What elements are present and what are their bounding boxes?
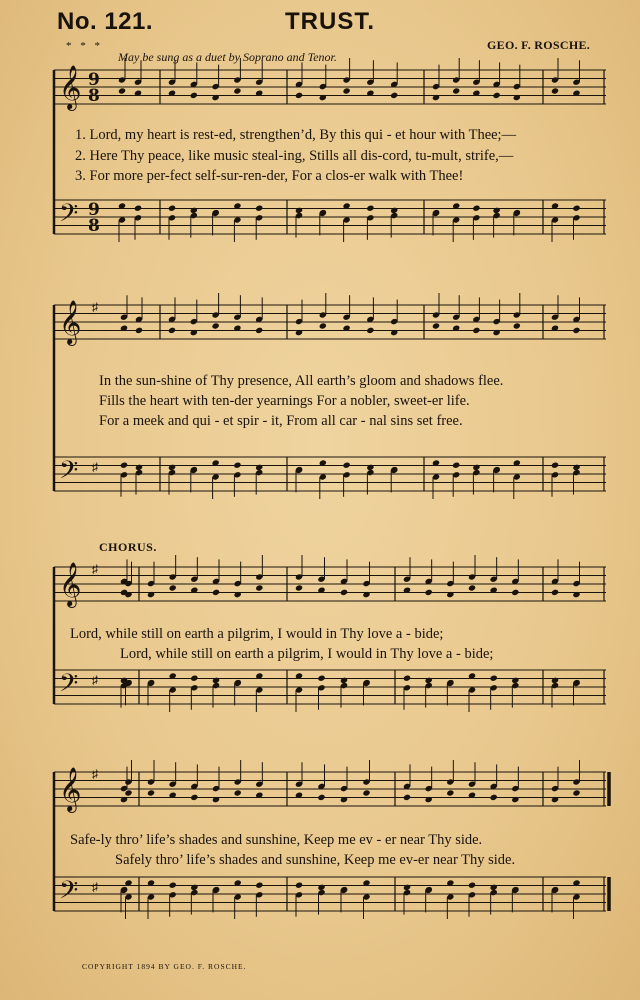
note-head <box>212 322 220 329</box>
note-head <box>551 87 559 94</box>
note-heads <box>118 58 581 919</box>
note-head <box>551 462 559 469</box>
note-head <box>317 675 325 682</box>
note-head <box>472 327 480 334</box>
lyric-verse-2-line-2: Fills the heart with ten-der yearnings For a nobler, sweet-er life. <box>99 393 470 409</box>
note-head <box>572 464 580 471</box>
note-head <box>190 884 198 891</box>
note-head <box>425 589 433 596</box>
lyric-verse-3-line-2: For a meek and qui - et spir - it, From all car - nal sins set free. <box>99 413 463 429</box>
key-sharp-icon: ♯ <box>92 767 98 781</box>
time-signature: 9 <box>88 200 100 220</box>
note-head <box>472 464 480 471</box>
note-head <box>493 207 501 214</box>
chorus-lyric-line-2: Safe-ly thro’ life’s shades and sunshine, Keep me ev - er near Thy side. <box>70 832 483 848</box>
note-head <box>511 677 519 684</box>
note-head <box>255 882 263 889</box>
note-head <box>366 205 374 212</box>
note-head <box>490 675 498 682</box>
bass-clef-icon: 𝄢 <box>59 456 79 491</box>
composer-credit: GEO. F. ROSCHE. <box>487 38 591 52</box>
note-head <box>212 589 220 596</box>
note-head <box>120 462 128 469</box>
key-sharp-icon: ♯ <box>92 460 98 474</box>
note-head <box>452 462 460 469</box>
note-head <box>255 584 263 591</box>
note-head <box>212 677 220 684</box>
note-head <box>366 464 374 471</box>
time-signature: 9 <box>88 70 100 90</box>
note-head <box>403 884 411 891</box>
note-head <box>135 464 143 471</box>
hymn-number: No. 121. <box>57 8 154 35</box>
note-head <box>295 207 303 214</box>
treble-clef-icon: 𝄞 <box>59 562 82 606</box>
time-signature: 8 <box>88 86 100 106</box>
lyric-verse-3-line-1: 3. For more per-fect self-sur-ren-der, For a clos-er walk with Thee! <box>75 168 464 184</box>
key-sharp-icon: ♯ <box>92 880 98 894</box>
key-sharp-icon: ♯ <box>92 673 98 687</box>
note-head <box>551 589 559 596</box>
note-head <box>134 205 142 212</box>
note-head <box>317 794 325 801</box>
note-head <box>551 677 559 684</box>
note-head <box>319 322 327 329</box>
note-head <box>168 205 176 212</box>
note-head <box>390 207 398 214</box>
note-head <box>390 92 398 99</box>
note-head <box>255 464 263 471</box>
note-head <box>472 205 480 212</box>
chorus-label: CHORUS. <box>99 540 157 554</box>
treble-clef-icon: 𝄞 <box>59 300 82 344</box>
note-head <box>340 677 348 684</box>
note-head <box>255 327 263 334</box>
time-signature: 8 <box>88 216 100 236</box>
note-head <box>135 327 143 334</box>
treble-clef-icon: 𝄞 <box>59 767 82 811</box>
note-head <box>490 884 498 891</box>
note-head <box>295 92 303 99</box>
key-sharp-icon: ♯ <box>92 562 98 576</box>
note-head <box>343 87 351 94</box>
bass-clef-icon: 𝄢 <box>59 199 79 234</box>
note-head <box>118 87 126 94</box>
note-head <box>513 322 521 329</box>
note-head <box>233 87 241 94</box>
note-head <box>425 677 433 684</box>
note-head <box>343 462 351 469</box>
staff-lines <box>54 65 609 911</box>
note-head <box>147 789 155 796</box>
note-head <box>233 462 241 469</box>
note-head <box>493 92 501 99</box>
note-head <box>490 794 498 801</box>
performance-note: May be sung as a duet by Soprano and Tenor. <box>118 50 337 64</box>
note-head <box>446 789 454 796</box>
note-head <box>572 789 580 796</box>
lyric-verse-1-line-2: In the sun-shine of Thy presence, All earth’s gloom and shadows flee. <box>99 373 504 389</box>
note-head <box>255 205 263 212</box>
asterisks-mark: * * * <box>66 40 103 52</box>
treble-clef-icon: 𝄞 <box>59 65 82 109</box>
chorus-lyric-line-1-echo: Lord, while still on earth a pilgrim, I would in Thy love a - bide; <box>120 646 494 662</box>
note-head <box>190 794 198 801</box>
note-head <box>403 675 411 682</box>
chorus-lyric-line-1: Lord, while still on earth a pilgrim, I would in Thy love a - bide; <box>70 626 444 642</box>
note-head <box>190 675 198 682</box>
note-head <box>452 87 460 94</box>
note-head <box>295 584 303 591</box>
note-head <box>366 327 374 334</box>
note-head <box>403 794 411 801</box>
lyric-verse-1-line-1: 1. Lord, my heart is rest-ed, strengthen’d, By this qui - et hour with Thee;— <box>75 127 517 143</box>
hymn-title: TRUST. <box>285 8 375 35</box>
note-head <box>190 92 198 99</box>
note-head <box>234 789 242 796</box>
note-head <box>572 327 580 334</box>
note-head <box>169 584 177 591</box>
key-sharp-icon: ♯ <box>92 300 98 314</box>
note-head <box>190 207 198 214</box>
bass-clef-icon: 𝄢 <box>59 876 79 911</box>
note-head <box>340 589 348 596</box>
note-head <box>295 882 303 889</box>
note-head <box>317 884 325 891</box>
note-head <box>432 322 440 329</box>
note-head <box>169 882 177 889</box>
lyric-verse-2-line-1: 2. Here Thy peace, like music steal-ing, Stills all dis-cord, tu-mult, strife,— <box>75 148 514 164</box>
note-head <box>511 589 519 596</box>
note-head <box>468 584 476 591</box>
note-head <box>572 205 580 212</box>
note-head <box>468 882 476 889</box>
chorus-lyric-line-2-echo: Safely thro’ life’s shades and sunshine, Keep me ev-er near Thy side. <box>115 852 516 868</box>
note-head <box>168 327 176 334</box>
note-head <box>168 464 176 471</box>
note-head <box>362 789 370 796</box>
bass-clef-icon: 𝄢 <box>59 669 79 704</box>
copyright-notice: COPYRIGHT 1894 BY GEO. F. ROSCHE. <box>82 962 247 971</box>
